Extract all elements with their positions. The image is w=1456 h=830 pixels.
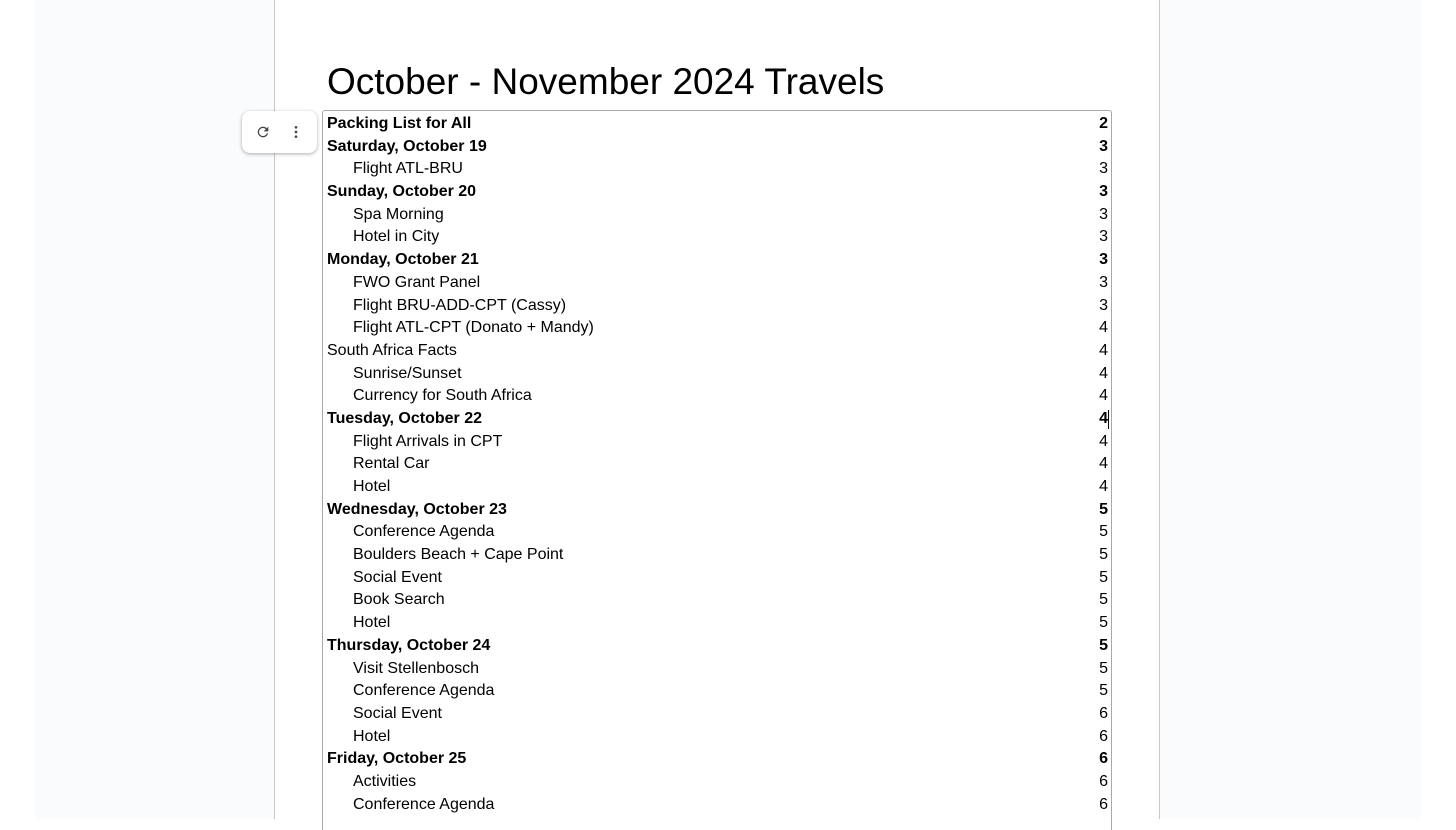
toc-entry-page-number[interactable]: 4 [1099,432,1108,450]
toc-entry-label[interactable]: Boulders Beach + Cape Point [353,546,564,564]
toc-entry[interactable] [323,272,1111,295]
toc-entry[interactable] [323,340,1111,363]
toc-entry-page-number[interactable]: 5 [1099,659,1108,677]
toc-entry-label[interactable]: Currency for South Africa [353,387,532,405]
toc-entry[interactable] [323,453,1111,476]
toc-entry-label[interactable]: Hotel in City [353,228,440,246]
toc-entry-label[interactable]: Hotel [353,727,391,745]
toc-entry-page-number[interactable]: 6 [1099,727,1108,745]
text-cursor [1108,410,1109,429]
toc-entry[interactable] [323,703,1111,726]
toc-entry-label[interactable]: Visit Stellenbosch [353,659,479,677]
toc-entry[interactable] [323,476,1111,499]
toc-entry-page-number[interactable]: 6 [1099,750,1108,768]
toc-entry-label[interactable]: Hotel [353,478,391,495]
toc-entry[interactable] [323,408,1111,431]
toc-entry[interactable] [323,635,1111,658]
toc-entry-label[interactable]: Sunday, October 20 [327,183,477,201]
toc-entry-page-number[interactable]: 5 [1099,568,1108,586]
toc-entry-label[interactable]: Spa Morning [353,205,444,223]
toc-entry[interactable] [323,226,1111,249]
toc-entry-page-number[interactable]: 6 [1099,704,1108,722]
toc-entry[interactable] [323,748,1111,771]
toc-entry-label[interactable]: Conference Agenda [353,523,495,541]
toc-entry-page-number[interactable]: 3 [1099,228,1108,246]
toc-entry-page-number[interactable]: 4 [1099,364,1108,382]
toc-entry[interactable] [323,658,1111,681]
toc-toolbar [242,111,317,153]
toc-entry-label[interactable]: Flight ATL-CPT (Donato + Mandy) [353,319,594,337]
toc-entry-page-number[interactable]: 6 [1099,772,1108,790]
toc-entry-page-number[interactable]: 5 [1099,500,1108,518]
toc-entry-page-number[interactable]: 4 [1099,409,1108,427]
toc-entry-page-number[interactable]: 5 [1099,546,1108,564]
toc-entry-label[interactable]: Rental Car [353,455,430,473]
toc-entry-label[interactable]: Social Event [353,704,442,722]
toc-entry-label[interactable]: Activities [353,772,417,790]
toc-entry-page-number[interactable]: 5 [1099,636,1108,654]
toc-entry-page-number[interactable]: 4 [1099,478,1108,495]
toc-entry[interactable] [323,726,1111,749]
toc-entry-label[interactable]: Flight ATL-BRU [353,160,463,178]
toc-entry-label[interactable]: Book Search [353,591,445,609]
toc-entry-page-number[interactable]: 6 [1099,795,1108,813]
more-vert-icon [288,124,304,140]
document-title[interactable]: October - November 2024 Travels [327,61,885,102]
toc-entry-label[interactable]: Wednesday, October 23 [327,500,507,518]
table-of-contents[interactable] [322,110,1112,830]
toc-entry-page-number[interactable]: 3 [1099,251,1108,269]
toc-entry[interactable] [323,771,1111,794]
toc-entry-page-number[interactable]: 2 [1099,115,1108,132]
toc-entry-label[interactable]: Hotel [353,614,391,632]
toc-entry[interactable] [323,567,1111,590]
refresh-toc-button[interactable] [249,118,277,146]
toc-entry-page-number[interactable]: 3 [1099,273,1108,291]
toc-entry-page-number[interactable]: 5 [1099,591,1108,609]
toc-entry-page-number[interactable]: 3 [1099,137,1108,155]
toc-entry[interactable] [323,521,1111,544]
toc-entry[interactable] [323,204,1111,227]
more-options-button[interactable] [282,118,310,146]
toc-entry-label[interactable]: Friday, October 25 [327,750,467,768]
toc-entry-label[interactable]: Thursday, October 24 [327,636,491,654]
toc-entry[interactable] [323,181,1111,204]
toc-entry[interactable] [323,295,1111,318]
toc-entry-label[interactable]: FWO Grant Panel [353,273,481,291]
refresh-icon [255,124,271,140]
toc-entry-label[interactable]: Sunrise/Sunset [353,364,462,382]
toc-entry-page-number[interactable]: 5 [1099,523,1108,541]
toc-entry-page-number[interactable]: 3 [1099,183,1108,201]
toc-entry-page-number[interactable]: 4 [1099,455,1108,473]
toc-entry[interactable] [323,544,1111,567]
toc-entry-page-number[interactable]: 4 [1099,341,1108,359]
toc-entry-page-number[interactable]: 3 [1099,160,1108,178]
toc-entry-label[interactable]: Saturday, October 19 [327,137,487,155]
toc-entry-page-number[interactable]: 3 [1099,205,1108,223]
toc-entry[interactable] [323,363,1111,386]
toc-entry-label[interactable]: Monday, October 21 [327,251,479,269]
toc-entry-label[interactable]: Conference Agenda [353,682,495,700]
toc-entry-label[interactable]: South Africa Facts [327,341,457,359]
toc-entry-page-number[interactable]: 5 [1099,614,1108,632]
toc-entry[interactable] [323,431,1111,454]
toc-entry-page-number[interactable]: 4 [1099,387,1108,405]
toc-entry[interactable] [323,385,1111,408]
toc-entry-page-number[interactable]: 4 [1099,319,1108,337]
toc-entry-label[interactable]: Tuesday, October 22 [327,409,483,427]
toc-entry[interactable] [323,589,1111,612]
toc-entry-label[interactable]: Flight BRU-ADD-CPT (Cassy) [353,296,567,314]
toc-entry-page-number[interactable]: 5 [1099,682,1108,700]
toc-entry[interactable] [323,612,1111,635]
toc-entry[interactable] [323,158,1111,181]
toc-entry[interactable] [323,499,1111,522]
toc-entry[interactable] [323,113,1111,136]
toc-entry[interactable] [323,136,1111,159]
toc-entry-label[interactable]: Packing List for All [327,115,472,132]
toc-entry-label[interactable]: Flight Arrivals in CPT [353,432,503,450]
toc-entry-label[interactable]: Conference Agenda [353,795,495,813]
toc-entry-page-number[interactable]: 3 [1099,296,1108,314]
toc-entry[interactable] [323,249,1111,272]
toc-entry-label[interactable]: Social Event [353,568,442,586]
toc-entry[interactable] [323,794,1111,817]
toc-entry[interactable] [323,680,1111,703]
toc-entry[interactable] [323,317,1111,340]
